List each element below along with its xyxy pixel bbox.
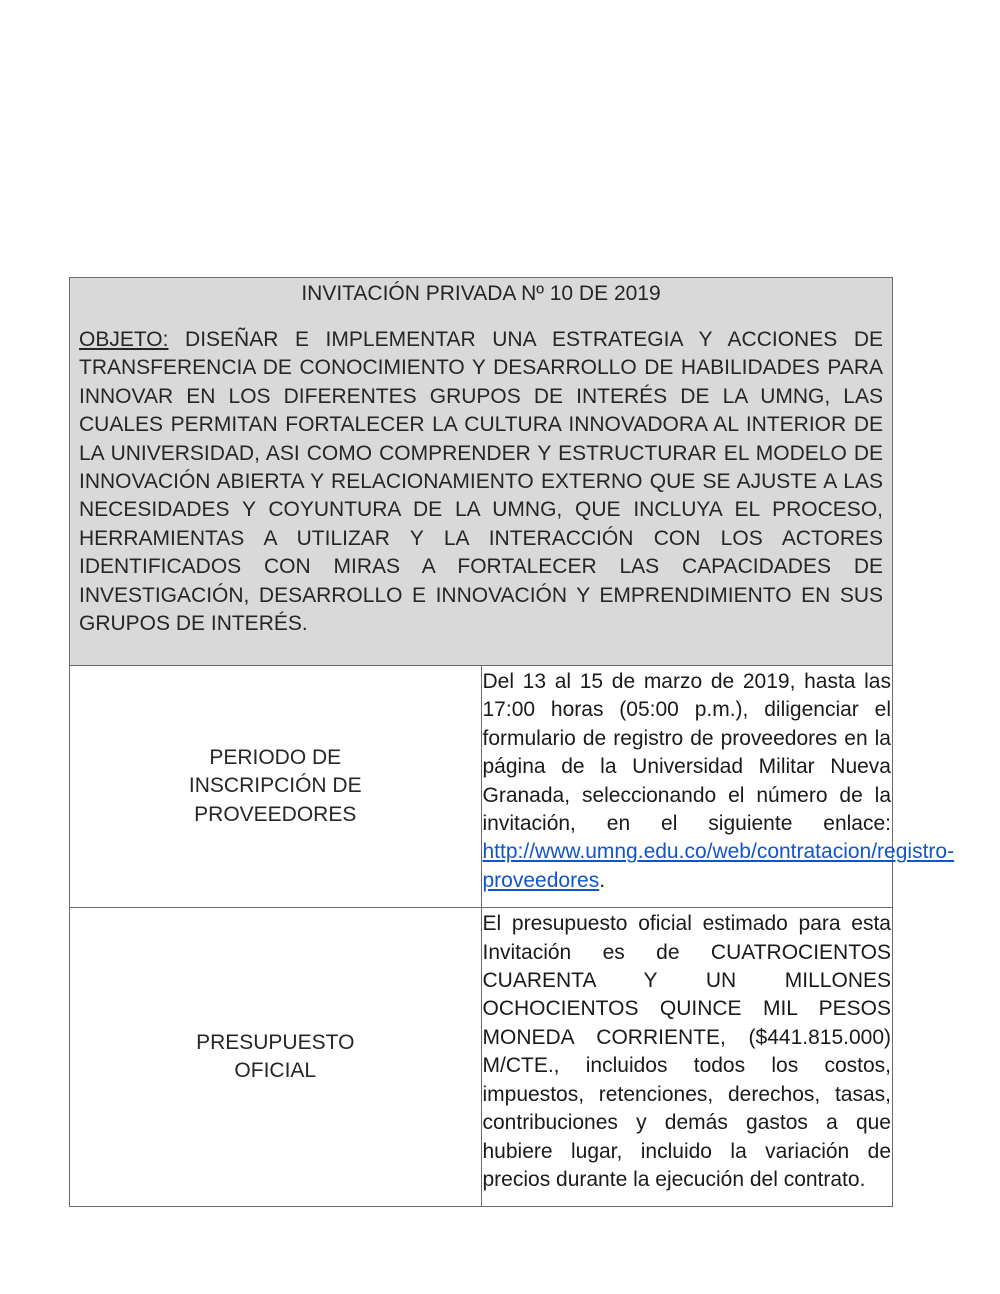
header-cell	[70, 278, 893, 666]
objeto-text: DISEÑAR E IMPLEMENTAR UNA ESTRATEGIA Y ACCIONES DE TRANSFERENCIA DE CONOCIMIENTO Y DESARROLLO DE HABILIDADES PARA INNOVAR EN LOS DIFERENTES GRUPOS DE INTERÉS DE LA UMNG, LAS CUALES PERMITAN FORTALECER LA CULTURA INNOVADORA AL INTERIOR DE LA UNIVERSIDAD, ASI COMO COMPRENDER Y ESTRUCTURAR EL MODELO DE INNOVACIÓN ABIERTA Y RELACIONAMIENTO EXTERNO QUE SE AJUSTE A LAS NECESIDADES Y COYUNTURA DE LA UMNG, QUE INCLUYA EL PROCESO, HERRAMIENTAS A UTILIZAR Y LA INTERACCIÓN CON LOS ACTORES IDENTIFICADOS CON MIRAS A FORTALECER LAS CAPACIDADES DE INVESTIGACIÓN, DESARROLLO E INNOVACIÓN Y EMPRENDIMIENTO EN SUS GRUPOS DE INTERÉS.	[79, 328, 883, 636]
periodo-label-cell	[70, 666, 482, 908]
presupuesto-label-cell	[70, 908, 482, 1207]
invitation-table	[69, 277, 955, 1207]
objeto-paragraph	[79, 326, 883, 638]
invitation-title: INVITACIÓN PRIVADA Nº 10 DE 2019	[301, 282, 661, 305]
presupuesto-text: El presupuesto oficial estimado para esta Invitación es de CUATROCIENTOS CUARENTA Y UN MILLONES OCHOCIENTOS QUINCE MIL PESOS MONEDA CORRIENTE, ($441.815.000) M/CTE., incluidos todos los costos, impuestos, retenciones, derechos, tasas, contribuciones y demás gastos a que hubiere lugar, incluido la variación de precios durante la ejecución del contrato.	[482, 912, 891, 1191]
objeto-label: OBJETO:	[79, 328, 169, 351]
periodo-label-line1: PERIODO DE	[209, 746, 342, 770]
presupuesto-text-cell	[481, 908, 893, 1207]
periodo-label-line3: PROVEEDORES	[194, 802, 357, 826]
periodo-text-cell	[481, 666, 955, 908]
presupuesto-row	[70, 908, 893, 1207]
periodo-text: Del 13 al 15 de marzo de 2019, hasta las 17:00 horas (05:00 p.m.), diligenciar el formulario de registro de proveedores en la página de la Universidad Militar Nueva Granada, seleccionando el número de la invitación, en el siguiente enlace:	[482, 670, 891, 836]
periodo-row	[70, 666, 893, 908]
periodo-link-wrap	[482, 838, 955, 895]
link-part2: proveedores	[482, 868, 600, 892]
periodo-label-line2: INSCRIPCIÓN DE	[188, 774, 362, 798]
registro-proveedores-link[interactable]	[483, 840, 955, 891]
link-suffix: .	[599, 868, 606, 892]
presupuesto-label-line1: PRESUPUESTO	[196, 1030, 355, 1054]
link-part1: http://www.umng.edu.co/web/contratacion/registro-	[482, 840, 955, 864]
header-row	[70, 278, 893, 666]
presupuesto-label-line2: OFICIAL	[234, 1059, 317, 1083]
